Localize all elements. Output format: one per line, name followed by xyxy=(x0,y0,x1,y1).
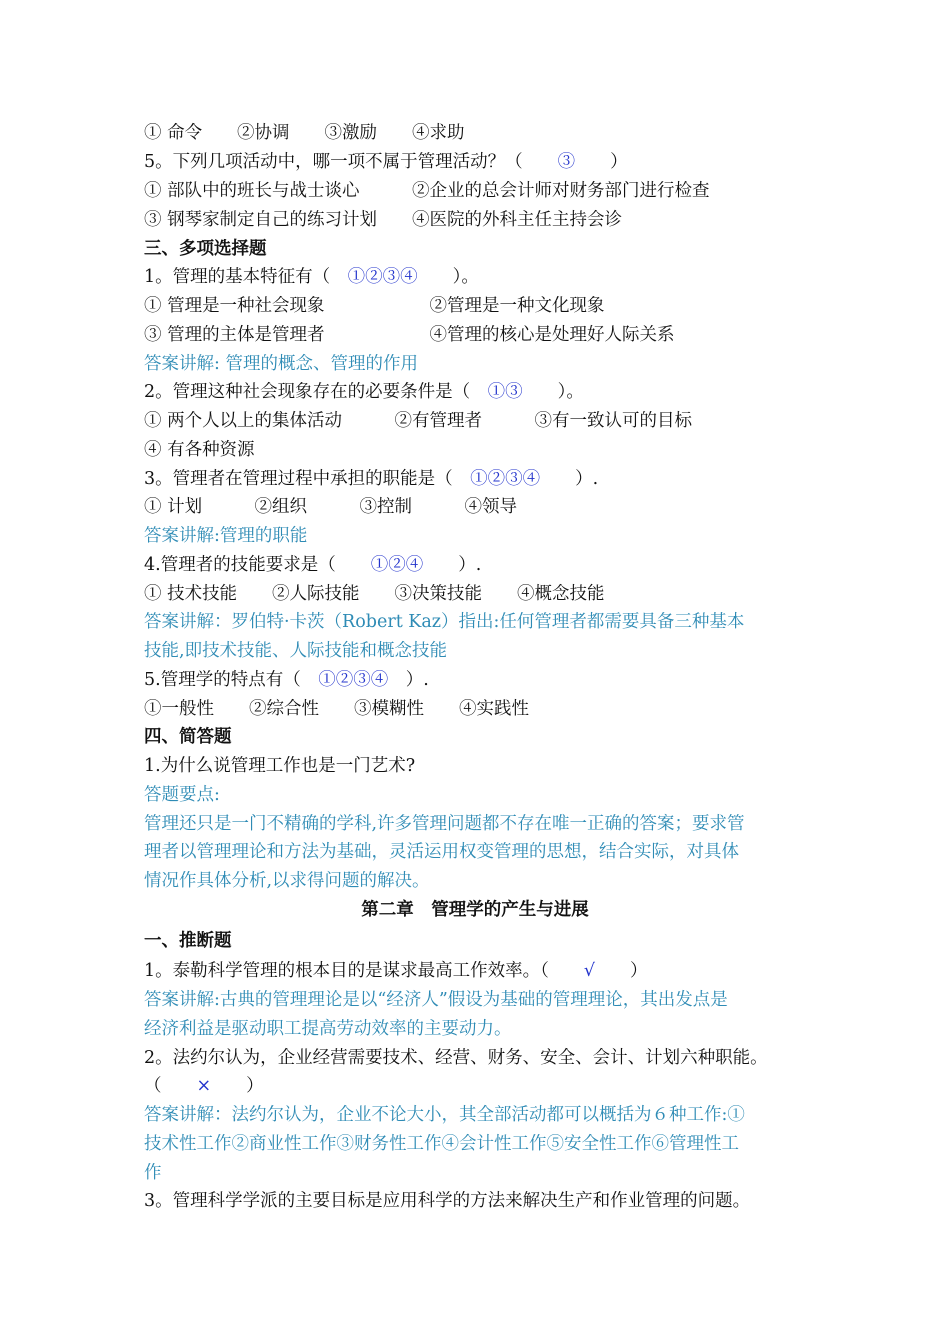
judgement-question-1: 1。泰勒科学管理的根本目的是谋求最高工作效率。（ √ ） xyxy=(144,961,648,981)
section-heading: 三、多项选择题 xyxy=(144,239,267,259)
answer-explanation: 经济利益是驱动职工提高劳动效率的主要动力。 xyxy=(144,1019,512,1039)
answer-check-mark: √ xyxy=(583,961,596,981)
option-line: ① 两个人以上的集体活动 ②有管理者 ③有一致认可的目标 xyxy=(144,411,693,431)
answer-points-label: 答题要点: xyxy=(144,785,220,805)
section-heading: 一、推断题 xyxy=(144,931,232,951)
answer-text: 理者以管理理论和方法为基础，灵活运用权变管理的思想，结合实际，对具体 xyxy=(144,842,739,862)
answer-explanation: 答案讲解：罗伯特·卡茨（Robert Kaz）指出:任何管理者都需要具备三种基本 xyxy=(144,612,745,632)
answer-text: 情况作具体分析,以求得问题的解决。 xyxy=(144,871,430,891)
multi-question-3: 3。管理者在管理过程中承担的职能是（ ①②③④ ）. xyxy=(144,469,599,489)
option-line: ① 计划 ②组织 ③控制 ④领导 xyxy=(144,497,518,517)
option-line: ③ 管理的主体是管理者 ④管理的核心是处理好人际关系 xyxy=(144,325,675,345)
answer-text: 管理还只是一门不精确的学科,许多管理问题都不存在唯一正确的答案；要求管 xyxy=(144,814,745,834)
answer-cross-mark: × xyxy=(196,1076,212,1096)
answer: ①②③④ xyxy=(318,670,389,690)
answer-explanation: 答案讲解:古典的管理理论是以“经济人”假设为基础的管理理论，其出发点是 xyxy=(144,990,728,1010)
option-line: ③ 钢琴家制定自己的练习计划 ④医院的外科主任主持会诊 xyxy=(144,210,623,230)
judgement-question-2-answer: （ × ） xyxy=(144,1076,264,1096)
section-heading: 四、简答题 xyxy=(144,727,232,747)
judgement-question-2: 2。法约尔认为，企业经营需要技术、经营、财务、安全、会计、计划六种职能。 xyxy=(144,1048,768,1068)
option-line: ① 管理是一种社会现象 ②管理是一种文化现象 xyxy=(144,296,605,316)
multi-question-4: 4.管理者的技能要求是（ ①②④ ）. xyxy=(144,555,482,575)
answer: ①②④ xyxy=(370,555,424,575)
essay-question-1: 1.为什么说管理工作也是一门艺术? xyxy=(144,756,416,776)
answer-explanation: 技能,即技术技能、人际技能和概念技能 xyxy=(144,641,448,661)
question-5: 5。下列几项活动中，哪一项不属于管理活动？（ ③ ） xyxy=(144,152,628,172)
option-line: ① 命令 ②协调 ③激励 ④求助 xyxy=(144,123,465,143)
answer-explanation: 答案讲解: 管理的概念、管理的作用 xyxy=(144,354,418,374)
multi-question-2: 2。管理这种社会现象存在的必要条件是（ ①③ ）。 xyxy=(144,382,584,402)
answer: ③ xyxy=(557,152,576,172)
chapter-title: 第二章 管理学的产生与进展 xyxy=(361,900,589,920)
answer-explanation: 答案讲解：法约尔认为，企业不论大小，其全部活动都可以概括为６种工作:① xyxy=(144,1105,745,1125)
judgement-question-3: 3。管理科学学派的主要目标是应用科学的方法来解决生产和作业管理的问题。 xyxy=(144,1191,751,1211)
option-line: ④ 有各种资源 xyxy=(144,440,255,460)
answer: ①③ xyxy=(487,382,523,402)
answer: ①②③④ xyxy=(347,267,418,287)
answer-explanation: 技术性工作②商业性工作③财务性工作④会计性工作⑤安全性工作⑥管理性工 xyxy=(144,1134,739,1154)
multi-question-5: 5.管理学的特点有（ ①②③④ ）. xyxy=(144,670,429,690)
option-line: ① 部队中的班长与战士谈心 ②企业的总会计师对财务部门进行检查 xyxy=(144,181,710,201)
answer-explanation: 作 xyxy=(144,1163,162,1183)
answer: ①②③④ xyxy=(470,469,541,489)
multi-question-1: 1。管理的基本特征有（ ①②③④ ）。 xyxy=(144,267,479,287)
option-line: ① 技术技能 ②人际技能 ③决策技能 ④概念技能 xyxy=(144,584,605,604)
option-line: ①一般性 ②综合性 ③模糊性 ④实践性 xyxy=(144,699,529,719)
answer-explanation: 答案讲解:管理的职能 xyxy=(144,526,308,546)
